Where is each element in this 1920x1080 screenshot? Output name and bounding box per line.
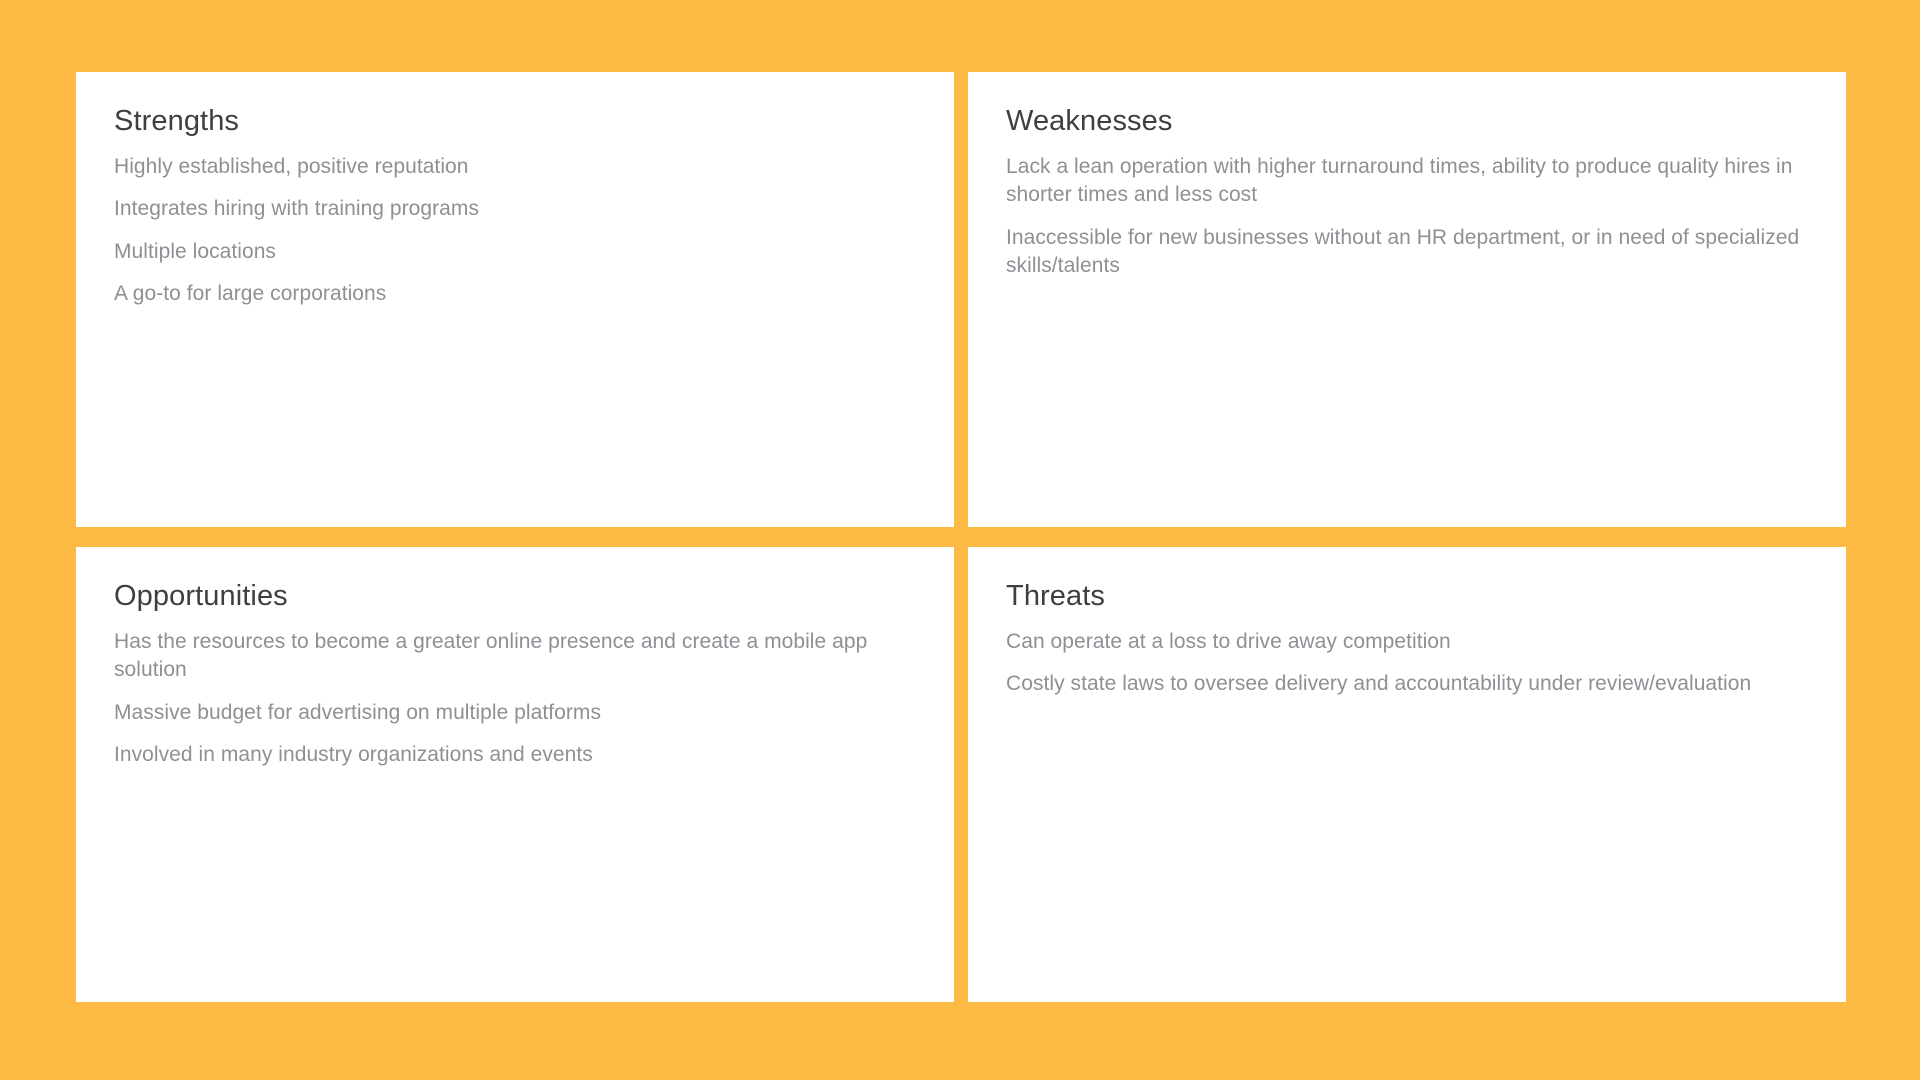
quadrant-opportunities bbox=[76, 547, 954, 1002]
list-item: A go-to for large corporations bbox=[114, 282, 387, 306]
quadrant-title: Threats bbox=[1006, 580, 1106, 612]
list-item: Can operate at a loss to drive away competition bbox=[1006, 629, 1451, 653]
swot-grid bbox=[76, 72, 1846, 1002]
list-item: Massive budget for advertising on multiple platforms bbox=[114, 700, 601, 724]
list-item: Multiple locations bbox=[114, 239, 276, 263]
strengths-list bbox=[114, 153, 916, 309]
quadrant-threats bbox=[968, 547, 1846, 1002]
list-item: Involved in many industry organizations and events bbox=[114, 743, 593, 767]
quadrant-strengths bbox=[76, 72, 954, 527]
quadrant-weaknesses bbox=[968, 72, 1846, 527]
list-item: Has the resources to become a greater online presence and create a mobile app solution bbox=[114, 629, 868, 682]
weaknesses-list bbox=[1006, 153, 1808, 281]
quadrant-title: Strengths bbox=[114, 105, 240, 137]
list-item: Highly established, positive reputation bbox=[114, 154, 469, 178]
opportunities-list bbox=[114, 628, 916, 770]
list-item: Costly state laws to oversee delivery and accountability under review/evaluation bbox=[1006, 672, 1752, 696]
quadrant-title: Weaknesses bbox=[1006, 105, 1173, 137]
threats-list bbox=[1006, 628, 1808, 699]
list-item: Integrates hiring with training programs bbox=[114, 197, 480, 221]
quadrant-title: Opportunities bbox=[114, 580, 288, 612]
list-item: Lack a lean operation with higher turnaround times, ability to produce quality hires in shorter times and less cost bbox=[1006, 154, 1793, 207]
list-item: Inaccessible for new businesses without an HR department, or in need of specialized skills/talents bbox=[1006, 225, 1800, 278]
